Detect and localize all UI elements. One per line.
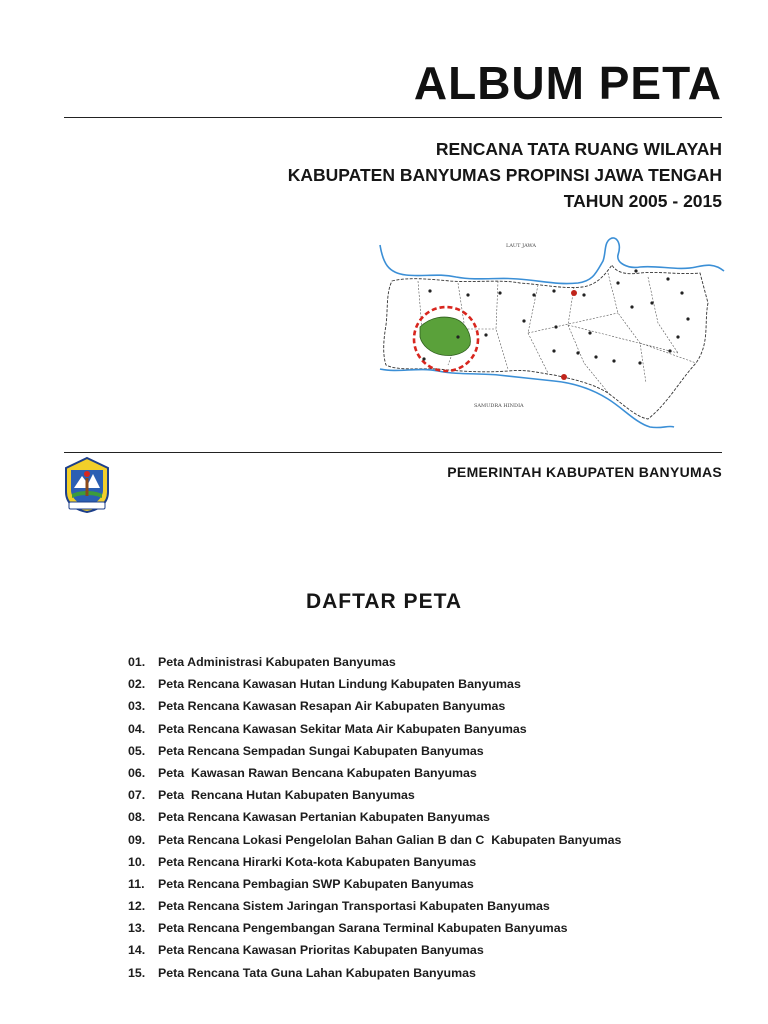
item-number: 01. [128,655,146,669]
item-text: Peta Rencana Kawasan Resapan Air Kabupaten Banyumas [158,699,506,714]
item-number: 04. [128,721,146,736]
list-item [128,966,621,988]
item-text: Peta Rencana Kawasan Hutan Lindung Kabupaten Banyumas [158,677,521,692]
album-title: ALBUM PETA [413,57,722,109]
item-number: 12. [128,899,146,914]
list-item [128,921,621,943]
item-text: Peta Rencana Kawasan Sekitar Mata Air Kabupaten Banyumas [158,721,527,736]
item-text: Peta Rencana Sistem Jaringan Transportasi Kabupaten Banyumas [158,899,550,914]
item-text: Peta Rencana Pengembangan Sarana Terminal Kabupaten Banyumas [158,921,568,936]
item-text: Peta Rencana Hutan Kabupaten Banyumas [158,788,415,803]
top-divider [64,117,722,118]
item-number: 03. [128,699,146,714]
list-item [128,899,621,921]
item-text: Peta Rencana Kawasan Prioritas Kabupaten Banyumas [158,943,484,958]
item-number: 07. [128,788,146,803]
list-item [128,655,621,677]
list-item [128,766,621,788]
item-number: 02. [128,677,146,692]
list-item [128,699,621,721]
regency-emblem-logo [62,456,112,514]
list-heading: DAFTAR PETA [305,590,463,613]
item-text: Peta Rencana Pembagian SWP Kabupaten Banyumas [158,876,474,891]
subtitle-block [288,136,722,214]
item-number: 05. [128,743,146,758]
subtitle-line-1: RENCANA TATA RUANG WILAYAH [435,139,722,159]
subtitle-line-3: TAHUN 2005 - 2015 [563,191,722,211]
middle-divider [64,452,722,453]
item-number: 09. [128,832,146,847]
item-number: 13. [128,921,146,936]
list-item [128,788,621,810]
item-number: 10. [128,854,146,869]
item-text: Peta Administrasi Kabupaten Banyumas [158,655,396,669]
sea-north-label: LAUT JAWA [506,243,536,249]
item-number: 06. [128,765,146,780]
subtitle-line-2: KABUPATEN BANYUMAS PROPINSI JAWA TENGAH [287,165,722,185]
item-text: Peta Rencana Hirarki Kota-kota Kabupaten Banyumas [158,854,477,869]
list-item [128,722,621,744]
sea-south-label: SAMUDRA HINDIA [474,403,524,409]
map-list [128,655,621,988]
item-number: 11. [128,876,145,891]
item-number: 15. [128,965,146,980]
list-item [128,943,621,965]
item-text: Peta Rencana Kawasan Pertanian Kabupaten Banyumas [158,810,490,825]
item-text: Peta Kawasan Rawan Bencana Kabupaten Banyumas [158,765,477,780]
list-item [128,744,621,766]
central-java-map [378,233,726,433]
list-item [128,677,621,699]
list-item [128,877,621,899]
government-label: PEMERINTAH KABUPATEN BANYUMAS [447,464,722,480]
item-number: 14. [128,943,146,958]
item-text: Peta Rencana Sempadan Sungai Kabupaten Banyumas [158,743,484,758]
list-item [128,855,621,877]
list-item [128,833,621,855]
list-item [128,810,621,832]
item-text: Peta Rencana Lokasi Pengelolan Bahan Galian B dan C Kabupaten Banyumas [158,832,622,847]
item-text: Peta Rencana Tata Guna Lahan Kabupaten Banyumas [158,965,476,980]
item-number: 08. [128,810,146,825]
